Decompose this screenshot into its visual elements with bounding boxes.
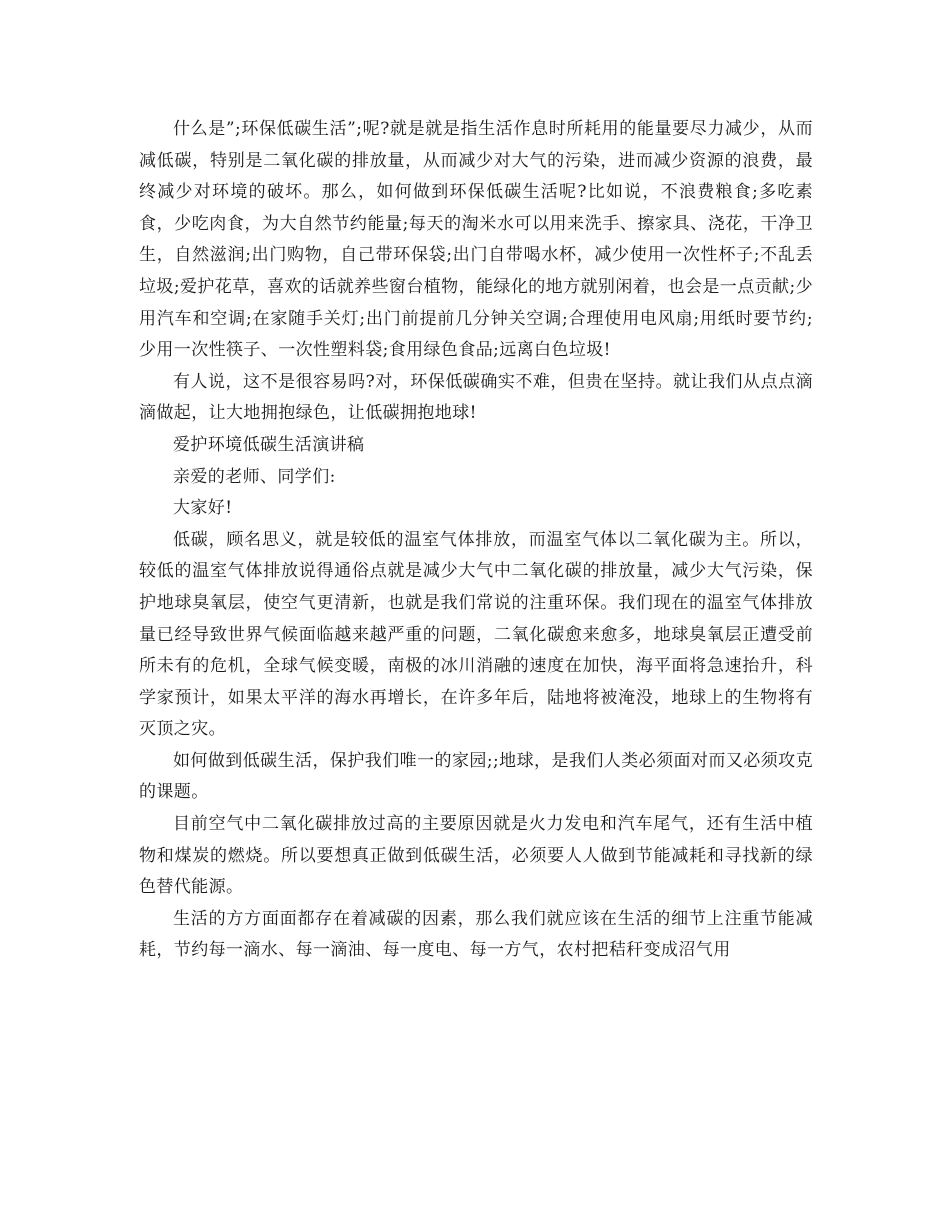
paragraph-greenhouse-gas: 低碳，顾名思义，就是较低的温室气体排放，而温室气体以二氧化碳为主。所以，较低的温室气体排放说得通俗点就是减少大气中二氧化碳的排放量，减少大气污染，保护地球臭氧层，使空气更清新，也就是我们常说的注重环保。我们现在的温室气体排放量已经导致世界气候面临越来越严重的问题，二氧化碳愈来愈多，地球臭氧层正遭受前所未有的危机，全球气候变暖，南极的冰川消融的速度在加快，海平面将急速抬升，科学家预计，如果太平洋的海水再增长，在许多年后，陆地将被淹没，地球上的生物将有灭顶之灾。 — [139, 529, 813, 740]
paragraph-daily-details: 生活的方方面面都存在着减碳的因素，那么我们就应该在生活的细节上注重节能减耗，节约每一滴水、每一滴油、每一度电、每一方气，农村把秸秆变成沼气用 — [139, 908, 813, 961]
speech-salutation: 亲爱的老师、同学们: — [173, 466, 336, 487]
paragraph-how-to: 如何做到低碳生活，保护我们唯一的家园;;地球，是我们人类必须面对而又必须攻克的课题。 — [139, 750, 813, 803]
paragraph-persistence: 有人说，这不是很容易吗?对，环保低碳确实不难，但贵在坚持。就让我们从点点滴滴做起，让大地拥抱绿色，让低碳拥抱地球! — [139, 371, 813, 424]
paragraph-main-causes: 目前空气中二氧化碳排放过高的主要原因就是火力发电和汽车尾气，还有生活中植物和煤炭的燃烧。所以要想真正做到低碳生活，必须要人人做到节能减耗和寻找新的绿色替代能源。 — [139, 814, 813, 898]
speech-greeting: 大家好! — [173, 498, 233, 519]
document-body — [139, 114, 813, 967]
speech-title: 爱护环境低碳生活演讲稿 — [173, 434, 365, 455]
paragraph-low-carbon-definition: 什么是”;环保低碳生活”;呢?就是就是指生活作息时所耗用的能量要尽力减少，从而减低碳，特别是二氧化碳的排放量，从而减少对大气的污染，进而减少资源的浪费，最终减少对环境的破坏。那么，如何做到环保低碳生活呢?比如说，不浪费粮食;多吃素食，少吃肉食，为大自然节约能量;每天的淘米水可以用来洗手、擦家具、浇花，干净卫生，自然滋润;出门购物，自己带环保袋;出门自带喝水杯，减少使用一次性杯子;不乱丢垃圾;爱护花草，喜欢的话就养些窗台植物，能绿化的地方就别闲着，也会是一点贡献;少用汽车和空调;在家随手关灯;出门前提前几分钟关空调;合理使用电风扇;用纸时要节约;少用一次性筷子、一次性塑料袋;食用绿色食品;远离白色垃圾! — [139, 119, 813, 361]
